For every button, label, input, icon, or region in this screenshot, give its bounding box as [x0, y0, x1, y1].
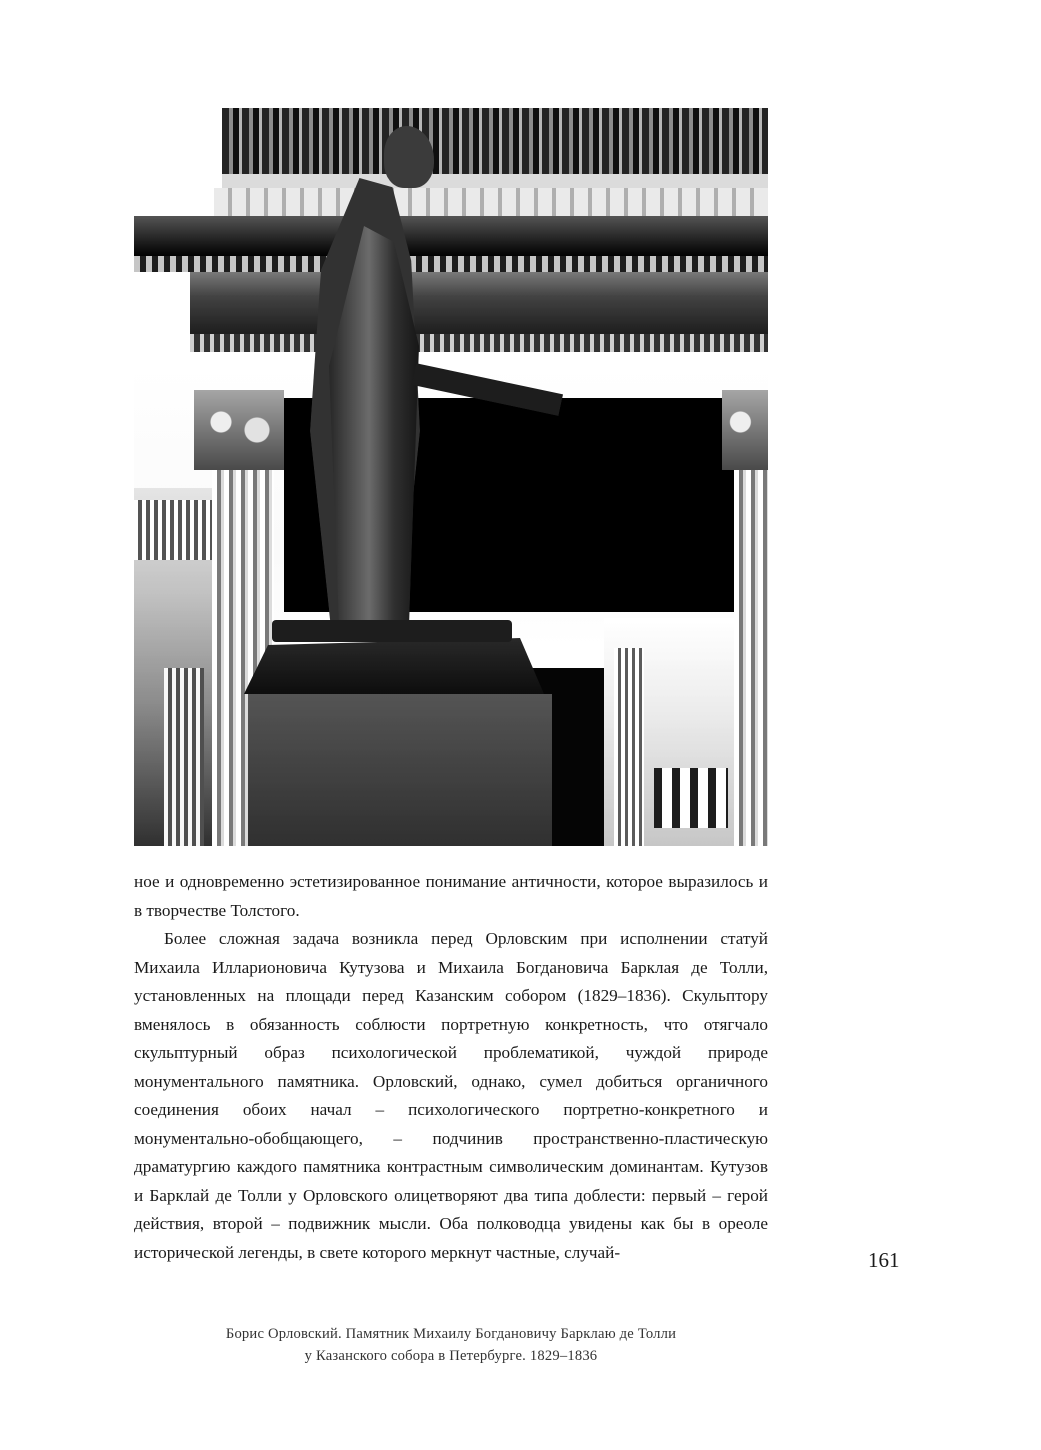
column-capital-right [722, 390, 768, 470]
fluted-column-right [734, 470, 768, 846]
continuation-paragraph: ное и одновременно эстетизированное понимание античности, которое выразилось и в творчестве Толстого. [134, 872, 768, 920]
distant-building-windows [654, 768, 728, 828]
dentil-row [134, 256, 768, 272]
caption-line-1: Борис Орловский. Памятник Михаилу Богдановичу Барклаю де Толли [225, 1326, 677, 1342]
entablature [190, 272, 768, 334]
entablature-molding [190, 334, 768, 352]
balustrade [134, 500, 216, 560]
body-text [134, 868, 768, 1267]
column-capital-left [194, 390, 284, 470]
caption-line-2: у Казанского собора в Петербурге. 1829–1836 [304, 1348, 598, 1364]
monument-photograph [134, 108, 768, 846]
page-number: 161 [868, 1248, 900, 1272]
frieze-molding [214, 188, 768, 216]
main-paragraph: Более сложная задача возникла перед Орловским при исполнении статуй Михаила Илларионовича Кутузова и Михаила Богдановича Барклая де Толли, установленных на площади перед Казанским собором (1829–1836). Скульптору вменялось в обязанность соблюсти портретную конкретность, что отягчало скульптурный образ психологической проблематикой, чуждой природе монументального памятника. Орловский, однако, сумел добиться органичного соединения обоих начал – психологического портретно-конкретного и монументально-обобщающего, – подчинив пространственно-пластическую драматургию каждого памятника контрастным символическим доминантам. Кутузов и Барклай де Толли у Орловского олицетворяют два типа доблести: первый – герой действия, второй – подвижник мысли. Оба полководца увидены как бы в ореоле исторической легенды, в свете которого меркнут частные, случай- [134, 929, 768, 1262]
relief-frieze [222, 108, 768, 174]
frieze-band [222, 174, 768, 188]
photo-caption [134, 1323, 768, 1367]
distant-column [164, 668, 204, 846]
distant-building-column [614, 648, 644, 846]
granite-pedestal [248, 694, 552, 846]
statue-plinth [272, 620, 512, 642]
cornice [134, 216, 768, 256]
